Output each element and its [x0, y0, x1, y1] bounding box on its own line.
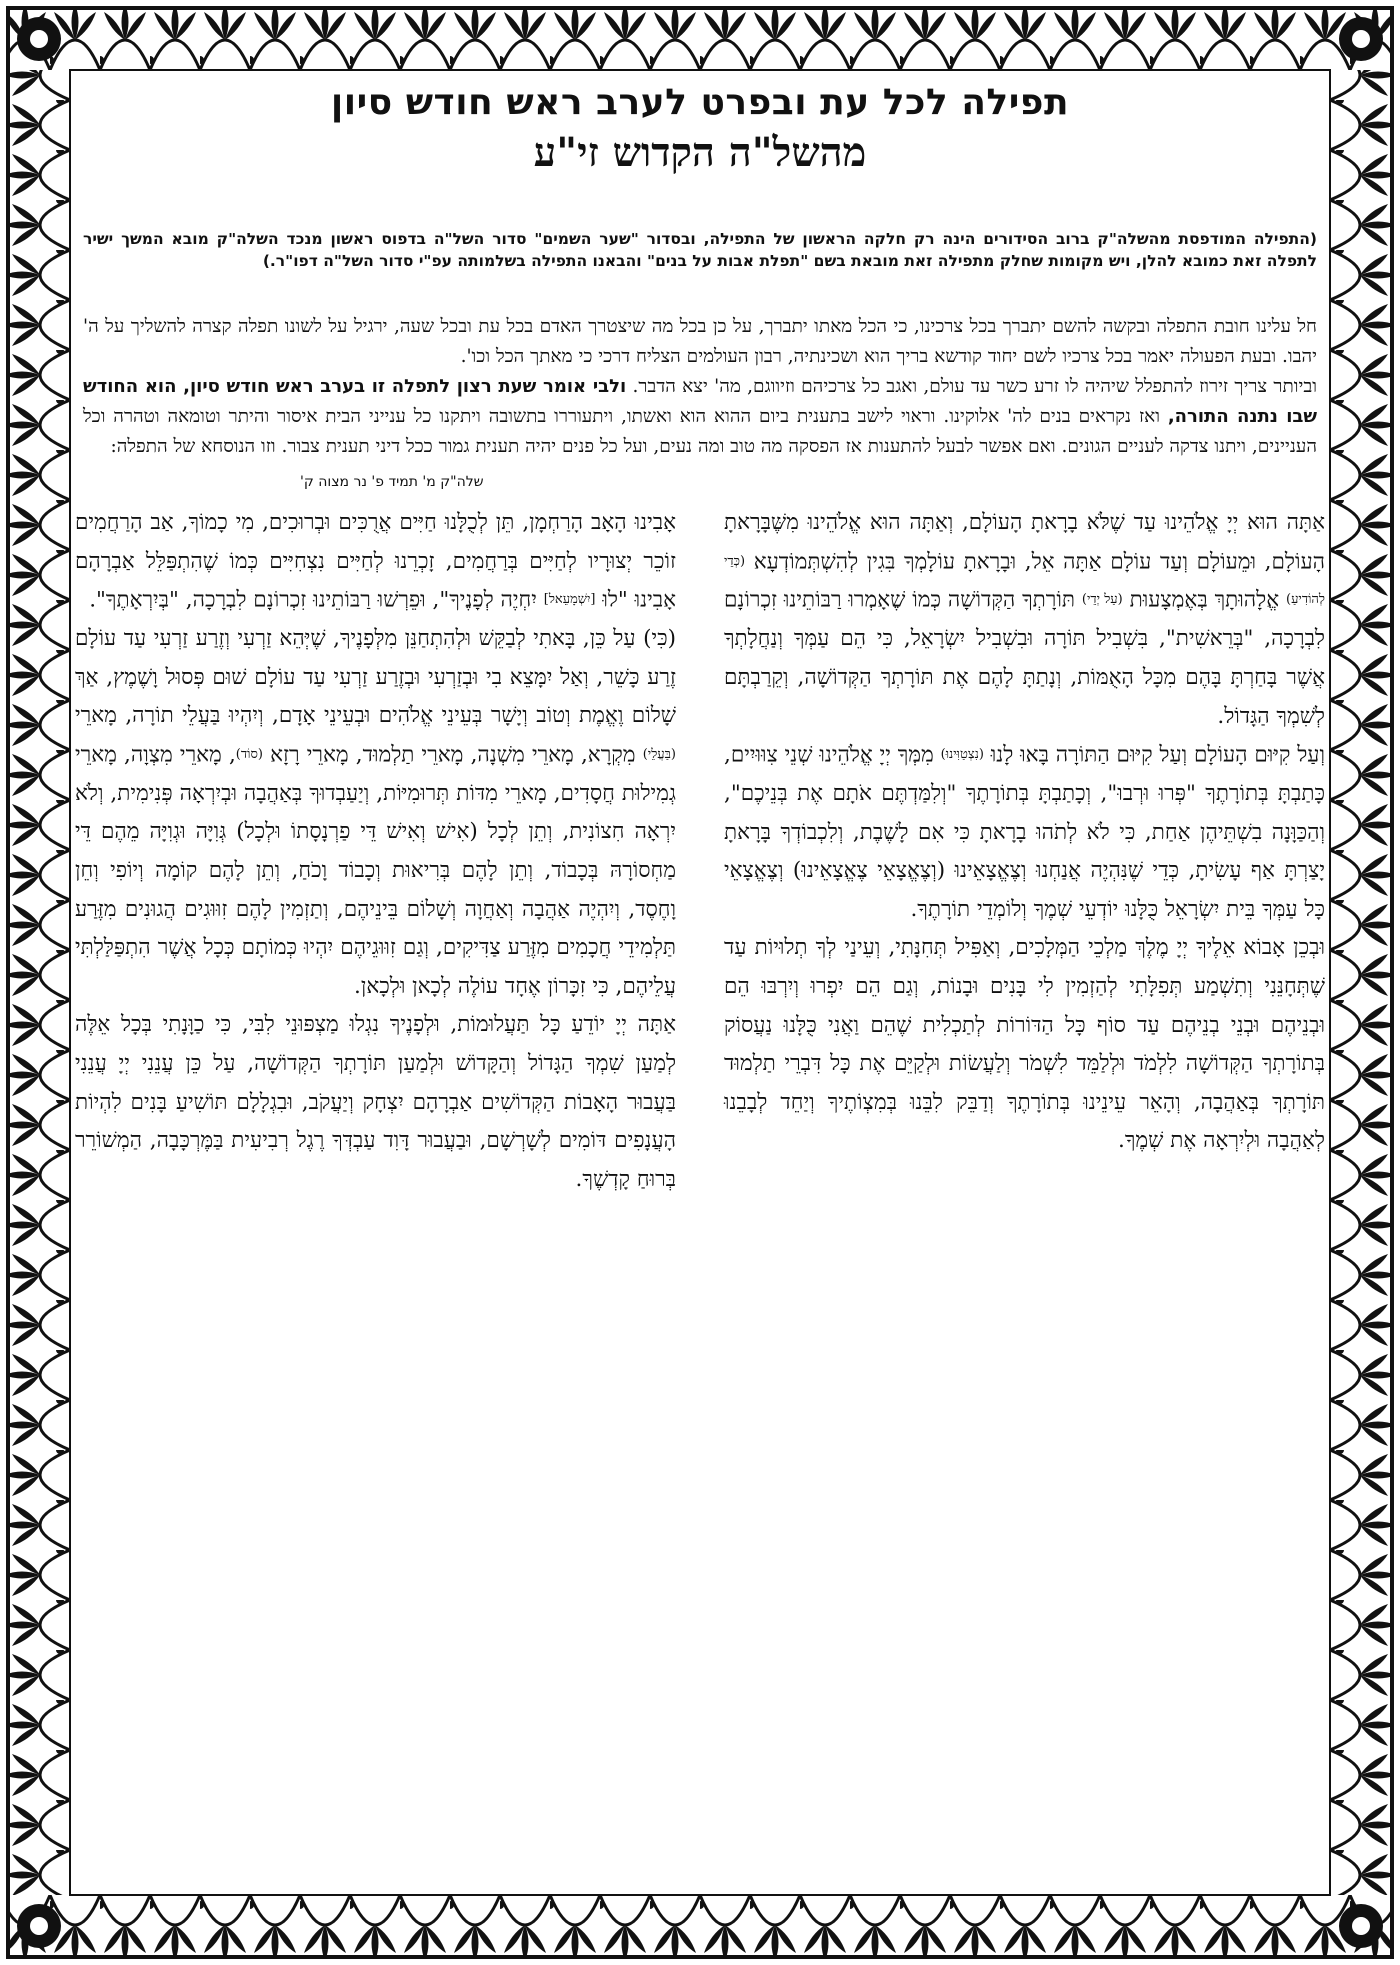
editorial-note: (התפילה המודפסת מהשלה"ק ברוב הסידורים הינה רק חלקה הראשון של התפילה, ובסדור "שער השמים" סדור השל"ה בדפוס ראשון מנכד השלה"ק מובא המשך ישיר לתפלה זאת כמובא להלן, ויש מקומות שחלק מתפילה זאת מובאת בשם "תפלת אבות על בנים" והבאנו התפילה בשלמותה עפ"י סדור השל"ה דפו"ר.)	[83, 230, 1317, 270]
intro-text: וביותר צריך זירוז להתפלל שיהיה לו זרע כשר עד עולם, ואגב כל צרכיהם וזיווגם, מה' יצא הדבר.	[632, 376, 1317, 397]
source-citation: שלה"ק מ' תמיד פ' נר מצוה ק'	[300, 474, 484, 490]
prayer-text: אֱלָהוּתָךְ בְּאֶמְצָעוּת	[1129, 587, 1280, 613]
prayer-columns	[75, 504, 1325, 1199]
prayer-text: מִקְרָא, מָארֵי מִשְׁנָה, מָארֵי תַלְמוּד, מָארֵי רָזָא	[270, 742, 636, 768]
prayer-text: (כִּי) עַל כֵּן, בָּאתִי לְבַקֵּשׁ וּלְהִתְחַנֵּן מִלְּפָנֶיךָ, שֶׁיְּהֵא זַרְעִי וְזֶרַע זַרְעִי עַד עוֹלָם זֶרַע כָּשֵׁר, וְאַל יִמָּצֵא בִי וּבְזַרְעִי וּבְזֶרַע זַרְעִי עַד עוֹלָם שׁוּם פְּסוּל וָשֶׁמֶץ, אַךְ שָׁלוֹם וֶאֱמֶת וְטוֹב וְיָשָׁר בְּעֵינֵי אֱלֹהִים וּבְעֵינֵי אָדָם, וְיִהְיוּ בַּעֲלֵי תוֹרָה, מָארֵי	[75, 626, 676, 729]
gloss: (בַּעֲלֵי)	[642, 746, 676, 762]
prayer-paragraph: וּבְכֵן אָבוֹא אֵלֶיךָ יְיָ מֶלֶךְ מַלְכֵי הַמְּלָכִים, וְאַפִּיל תְּחִנָּתִי, וְעֵינַי לְךָ תְלוּיוֹת עַד שֶׁתְּחָנֵּנִי וְתִשְׁמַע תְּפִלָּתִי לְהַזְמִין לִי בָּנִים וּבָנוֹת, וְגַם הֵם יִפְרוּ וְיִרְבּוּ הֵם וּבְנֵיהֶם וּבְנֵי בְנֵיהֶם עַד סוֹף כָּל הַדּוֹרוֹת לְתַכְלִית שֶׁהֵם וַאֲנִי כֻּלָּנוּ נַעֲסוֹק בְּתוֹרָתְךָ הַקְּדוֹשָׁה לִלְמֹד וּלְלַמֵּד לִשְׁמֹר וְלַעֲשׂוֹת וּלְקַיֵּם אֶת כָּל דִּבְרֵי תַלְמוּד תּוֹרָתְךָ בְּאַהֲבָה, וְהָאֵר עֵינֵינוּ בְּתוֹרָתֶךָ וְדַבֵּק לִבֵּנוּ בְּמִצְוֹתֶיךָ וְיַחֵד לְבָבֵנוּ לְאַהֲבָה וּלְיִרְאָה אֶת שְׁמֶךָ.	[724, 935, 1325, 1154]
intro-paragraph-1: חל עלינו חובת התפלה ובקשה להשם יתברך בכל צרכינו, כי הכל מאתו יתברך, על כן בכל מה שיצטרך האדם בכל עת ובכל שעה, ירגיל על לשונו תפלה קצרה להשליך על ה' יהבו. ובעת הפעולה יאמר בכל צרכיו לשם יחוד קודשא בריך הוא ושכינתיה, רבון העולמים הצליח דרכי כי מאתך הכל וכו'.	[83, 316, 1317, 367]
prayer-paragraph	[724, 504, 1325, 736]
gloss: (כְּדֵי לְהוֹדִיעַ)	[724, 553, 1325, 608]
gloss: (עַל יְדֵי)	[1081, 592, 1123, 608]
prayer-paragraph	[724, 736, 1325, 929]
prayer-text: תּוֹרָתְךָ הַקְּדוֹשָׁה כְּמוֹ שֶׁאָמְרוּ רַבּוֹתֵינוּ זִכְרוֹנָם לִבְרָכָה, "בְּרֵאשִׁית", בִּשְׁבִיל תּוֹרָה וּבִשְׁבִיל יִשְׂרָאֵל, כִּי הֵם עַמְּךָ וְנַחֲלָתְךָ אֲשֶׁר בָּחַרְתָּ בָּהֶם מִכָּל הָאֻמּוֹת, וְנָתַתָּ לָהֶם אֶת תּוֹרָתְךָ הַקְּדוֹשָׁה, וְקֵרַבְתָּם לְשִׁמְךָ הַגָּדוֹל.	[724, 587, 1325, 729]
prayer-text: אַתָּה הוּא יְיָ אֱלֹהֵינוּ עַד שֶׁלֹּא בָרָאתָ הָעוֹלָם, וְאַתָּה הוּא אֱלֹהֵינוּ מִשֶּׁבָּרָאתָ הָעוֹלָם, וּמֵעוֹלָם וְעַד עוֹלָם אַתָּה אֵל, וּבָרָאתָ עוֹלָמְךָ בִּגִין לְהִשְׁתְּמוֹדְעָא	[724, 510, 1325, 574]
prayer-text: יִחְיֶה לְפָנֶיךָ", וּפֵרְשׁוּ רַבּוֹתֵינוּ זִכְרוֹנָם לִבְרָכָה, "בְּיִרְאָתֶךָ".	[89, 587, 537, 613]
gloss: [יִשְׁמָעֵאל]	[543, 592, 596, 608]
introduction	[83, 312, 1317, 462]
prayer-text: אָבִינוּ הָאָב הָרַחְמָן, תֵּן לְכֻלָּנוּ חַיִּים אֲרֻכִּים וּבְרוּכִים, מִי כָמוֹךָ, אַב הָרַחֲמִים זוֹכֵר יְצוּרָיו לְחַיִּים בְּרַחֲמִים, זָכְרֵנוּ לְחַיִּים נִצְחִיִּים כְּמוֹ שֶׁהִתְפַּלֵּל אַבְרָהָם אָבִינוּ "לוּ	[75, 510, 676, 613]
intro-emphasis: ולבי אומר שעת רצון לתפלה זו בערב ראש חודש סיון, הוא החודש שבו נתנה התורה,	[83, 376, 1317, 427]
intro-paragraph-2	[83, 372, 1317, 462]
prayer-text: וְעַל קִיּוּם הָעוֹלָם וְעַל קִיּוּם הַתּוֹרָה בָּאוּ לָנוּ	[990, 742, 1325, 768]
prayer-column-right	[724, 504, 1325, 1199]
prayer-column-left	[75, 504, 676, 1199]
intro-text-continued: ואז נקראים בנים לה' אלוקינו. וראוי לישב בתענית ביום ההוא הוא ואשתו, ויתעוררו בתשובה ויתקנו כל ענייני הבית איסור והיתר וטומאה וטהרה וכל העניינים, ויתנו צדקה לעניים הגונים. ואם אפשר לבעל להתענות אז הפסקה מה טוב ומה נעים, ועל כל פנים יהיה תענית גמור ככל דיני תענית צבור. וזו הנוסחא של התפלה:	[83, 406, 1317, 457]
document-body	[75, 78, 1325, 1887]
prayer-paragraph	[75, 504, 676, 620]
title-line-2: מהשל"ה הקדוש זי"ע	[533, 129, 867, 176]
gloss: (נִצְטַוִּינוּ)	[940, 747, 984, 763]
gloss: (סוֹד)	[235, 746, 263, 762]
prayer-paragraph	[75, 620, 676, 1006]
prayer-paragraph: אַתָּה יְיָ יוֹדֵעַ כָּל תַּעֲלוּמוֹת, וּלְפָנֶיךָ נִגְלוּ מַצְפּוּנֵי לִבִּי, כִּי כַוָּנָתִי בְּכָל אֵלֶּה לְמַעַן שִׁמְךָ הַגָּדוֹל וְהַקָּדוֹשׁ וּלְמַעַן תּוֹרָתְךָ הַקְּדוֹשָׁה, עַל כֵּן עֲנֵנִי יְיָ עֲנֵנִי בַּעֲבוּר הָאָבוֹת הַקְּדוֹשִׁים אַבְרָהָם יִצְחָק וְיַעֲקֹב, וּבִגְלָלָם תּוֹשִׁיעַ בָּנִים לִהְיוֹת הָעֲנָפִים דּוֹמִים לְשָׁרְשָׁם, וּבַעֲבוּר דָּוִד עַבְדְּךָ רֶגֶל רְבִיעִית בַּמֶּרְכָּבָה, הַמְשׁוֹרֵר בְּרוּחַ קָדְשֶׁךָ.	[75, 1012, 676, 1192]
prayer-text: , מָארֵי מִצְוָה, מָארֵי גְמִילוּת חֲסָדִים, מָארֵי מִדּוֹת תְּרוּמִיּוֹת, וְיַעַבְדוּךָ בְּאַהֲבָה וּבְיִרְאָה פְּנִימִית, וְלֹא יִרְאָה חִצוֹנִית, וְתֵן לְכָל (אִישׁ וְאִישׁ דֵּי פַרְנָסָתוֹ וּלְכָל) גְּוִיָּה וּגְוִיָּה מֵהֶם דֵּי מַחְסוֹרָהּ בְּכָבוֹד, וְתֵן לָהֶם בְּרִיאוּת וְכָבוֹד וָכֹחַ, וְתֵן לָהֶם קוֹמָה וְיוֹפִי וְחֵן וָחֶסֶד, וְיִהְיֶה אַהֲבָה וְאַחֲוָה וְשָׁלוֹם בֵּינֵיהֶם, וְתַזְמִין לָהֶם זִוּוּגִים הֲגוּנִים מִזֶּרַע תַּלְמִידֵי חֲכָמִים מִזֶּרַע צַדִּיקִים, וְגַם זִוּוּגֵיהֶם יִהְיוּ כְּמוֹתָם כְּכָל אֲשֶׁר הִתְפַּלַּלְתִּי עֲלֵיהֶם, כִּי זִכָּרוֹן אֶחָד עוֹלֶה לְכָאן וּלְכָאן.	[75, 742, 676, 999]
title-line-1: תפילה לכל עת ובפרט לערב ראש חודש סיון	[330, 82, 1070, 123]
prayer-text: מִמְּךָ יְיָ אֱלֹהֵינוּ שְׁנֵי צִוּוּיִים, כָּתַבְתָּ בְּתוֹרָתֶךָ "פְּרוּ וּרְבוּ", וְכָתַבְתָּ בְּתוֹרָתֶךָ "וְלִמַּדְתֶּם אֹתָם אֶת בְּנֵיכֶם", וְהַכַּוָּנָה בִשְׁתֵּיהֶן אַחַת, כִּי לֹא לְתֹהוּ בָרָאתָ כִּי אִם לָשֶׁבֶת, וְלִכְבוֹדְךָ בָּרָאתָ יָצַרְתָּ אַף עָשִׂיתָ, כְּדֵי שֶׁנִּהְיֶה אֲנַחְנוּ וְצֶאֱצָאֵינוּ (וְצֶאֱצָאֵי צֶאֱצָאֵינוּ) וְצֶאֱצָאֵי כָּל עַמְּךָ בֵּית יִשְׂרָאֵל כֻּלָּנוּ יוֹדְעֵי שְׁמֶךָ וְלוֹמְדֵי תוֹרָתֶךָ.	[724, 742, 1325, 922]
